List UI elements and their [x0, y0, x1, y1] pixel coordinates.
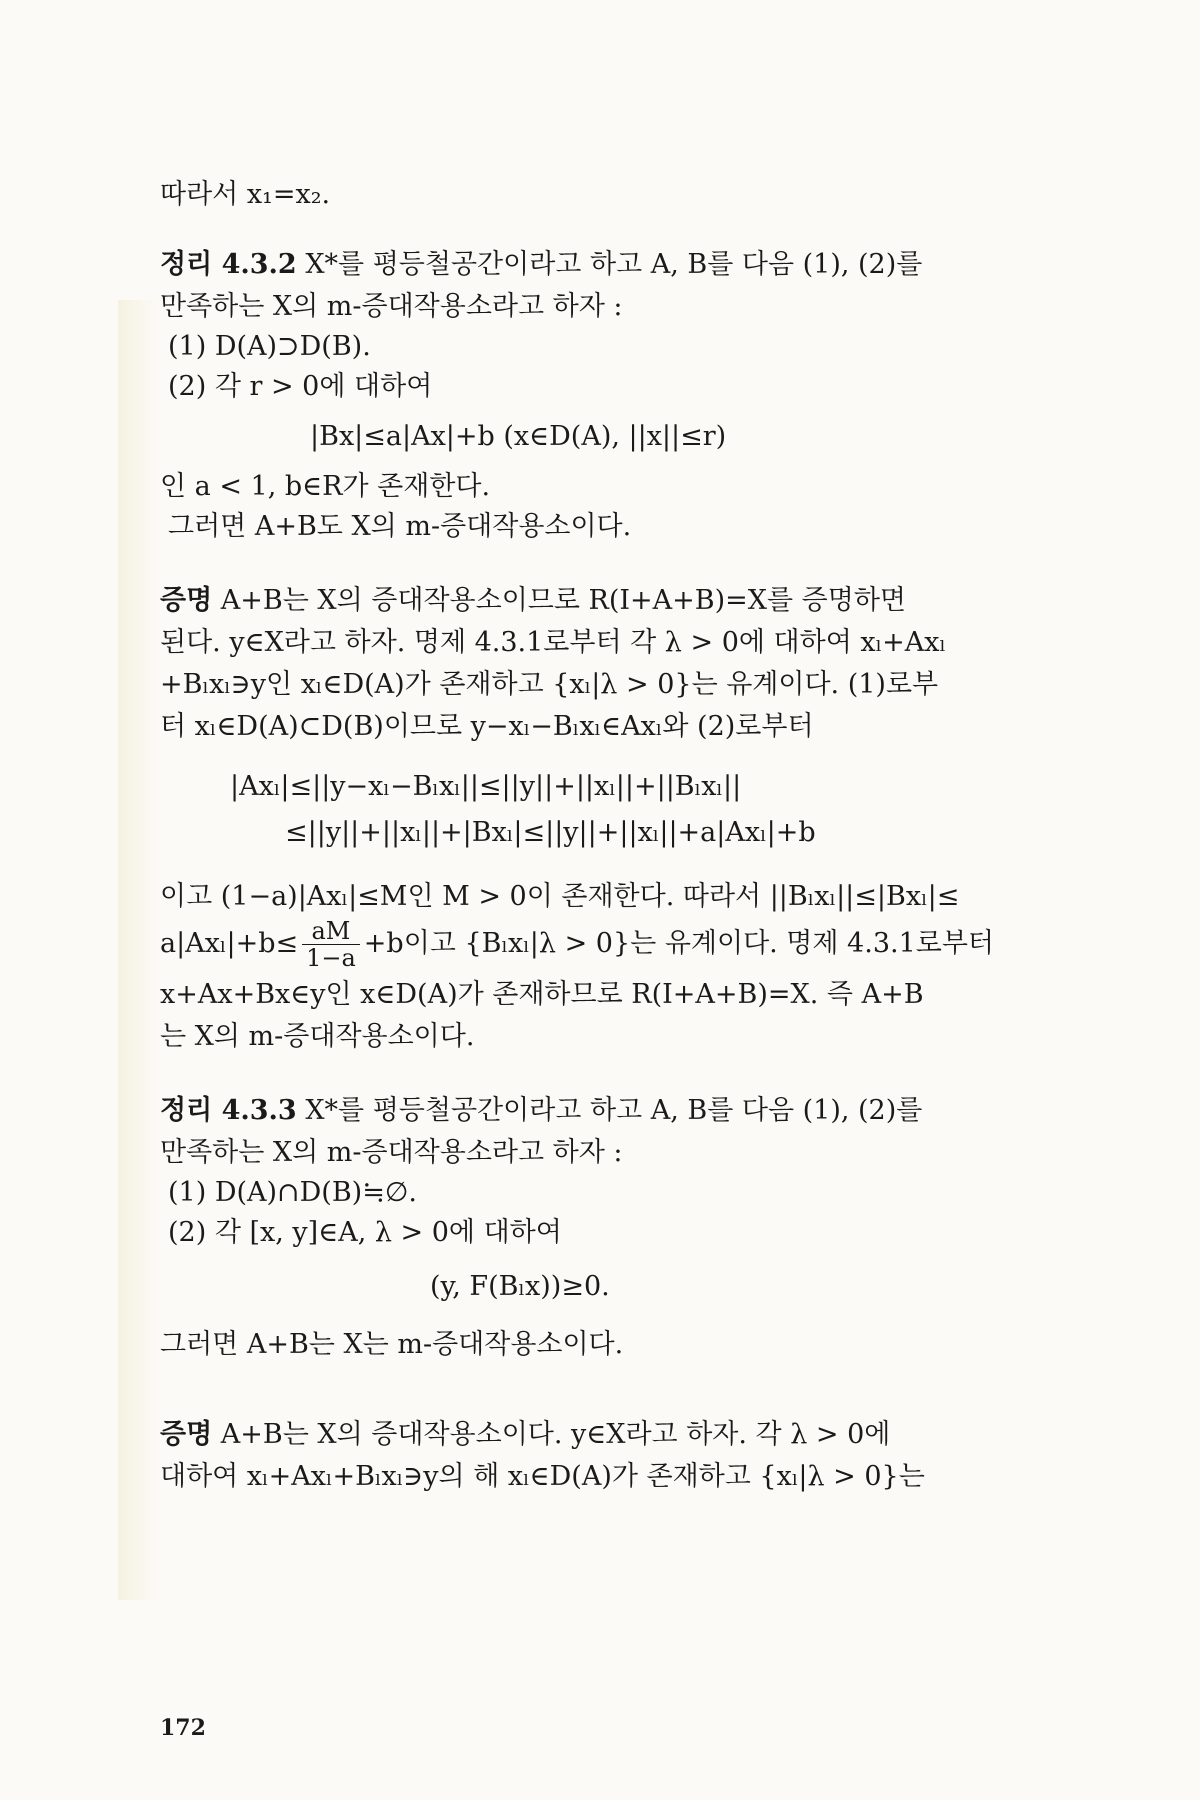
text-span: +b이고 {Bₗxₗ|λ > 0}는 유계이다. 명제 4.3.1로부터 — [363, 928, 995, 959]
text-line: 그러면 A+B는 X는 m-증대작용소이다. — [160, 1329, 624, 1360]
page-number: 172 — [160, 1715, 206, 1741]
proof-start — [160, 1418, 890, 1452]
theorem-4-3-2 — [160, 248, 922, 282]
text-line: 된다. y∈X라고 하자. 명제 4.3.1로부터 각 λ > 0에 대하여 xₗ+Axₗ — [160, 627, 947, 658]
text-line: 인 a < 1, b∈R가 존재한다. — [160, 471, 491, 502]
condition-line: (2) 각 [x, y]∈A, λ > 0에 대하여 — [168, 1217, 562, 1248]
text-line: 그러면 A+B도 X의 m-증대작용소이다. — [168, 511, 632, 542]
text-line: 이고 (1−a)|Axₗ|≤M인 M > 0이 존재한다. 따라서 ||Bₗxₗ||≤|Bxₗ|≤ — [160, 881, 960, 912]
display-equation: ≤||y||+||xₗ||+|Bxₗ|≤||y||+||xₗ||+a|Axₗ|+b — [285, 817, 816, 848]
text-line: 는 X의 m-증대작용소이다. — [160, 1021, 475, 1052]
display-equation: |Axₗ|≤||y−xₗ−Bₗxₗ||≤||y||+||xₗ||+||Bₗxₗ|| — [230, 771, 742, 802]
book-page — [160, 0, 1020, 1800]
text-line: +Bₗxₗ∋y인 xₗ∈D(A)가 존재하고 {xₗ|λ > 0}는 유계이다. (1)로부 — [160, 669, 939, 700]
condition-line: (2) 각 r > 0에 대하여 — [168, 371, 433, 402]
fraction-denominator: 1−a — [306, 944, 356, 972]
text-span: X*를 평등철공간이라고 하고 A, B를 다음 (1), (2)를 — [305, 249, 923, 280]
text-line-with-fraction — [160, 918, 994, 971]
text-line: 따라서 x₁=x₂. — [160, 179, 331, 210]
fraction-numerator: aM — [302, 918, 360, 945]
condition-line: (1) D(A)∩D(B)≒∅. — [168, 1177, 417, 1208]
text-span: A+B는 X의 증대작용소이므로 R(I+A+B)=X를 증명하면 — [220, 585, 907, 616]
text-line: 만족하는 X의 m-증대작용소라고 하자 : — [160, 1137, 623, 1168]
text-line: 터 xₗ∈D(A)⊂D(B)이므로 y−xₗ−Bₗxₗ∈Axₗ와 (2)로부터 — [160, 711, 814, 742]
text-line: 만족하는 X의 m-증대작용소라고 하자 : — [160, 291, 623, 322]
theorem-4-3-3 — [160, 1094, 922, 1128]
text-span: a|Axₗ|+b≤ — [160, 928, 299, 959]
theorem-label: 정리 4.3.3 — [160, 1095, 297, 1126]
text-line: x+Ax+Bx∈y인 x∈D(A)가 존재하므로 R(I+A+B)=X. 즉 A+B — [160, 979, 924, 1010]
condition-line: (1) D(A)⊃D(B). — [168, 331, 371, 362]
display-inequality: |Bx|≤a|Ax|+b (x∈D(A), ||x||≤r) — [310, 421, 727, 452]
proof-start — [160, 584, 906, 618]
proof-label: 증명 — [160, 1419, 213, 1450]
proof-label: 증명 — [160, 585, 213, 616]
page-edge-shading — [118, 300, 158, 1600]
text-line: 대하여 xₗ+Axₗ+Bₗxₗ∋y의 해 xₗ∈D(A)가 존재하고 {xₗ|λ > 0}는 — [160, 1461, 925, 1492]
display-inequality: (y, F(Bₗx))≥0. — [430, 1271, 610, 1302]
text-span: X*를 평등철공간이라고 하고 A, B를 다음 (1), (2)를 — [305, 1095, 923, 1126]
fraction — [302, 918, 360, 971]
theorem-label: 정리 4.3.2 — [160, 249, 297, 280]
text-span: A+B는 X의 증대작용소이다. y∈X라고 하자. 각 λ > 0에 — [220, 1419, 891, 1450]
